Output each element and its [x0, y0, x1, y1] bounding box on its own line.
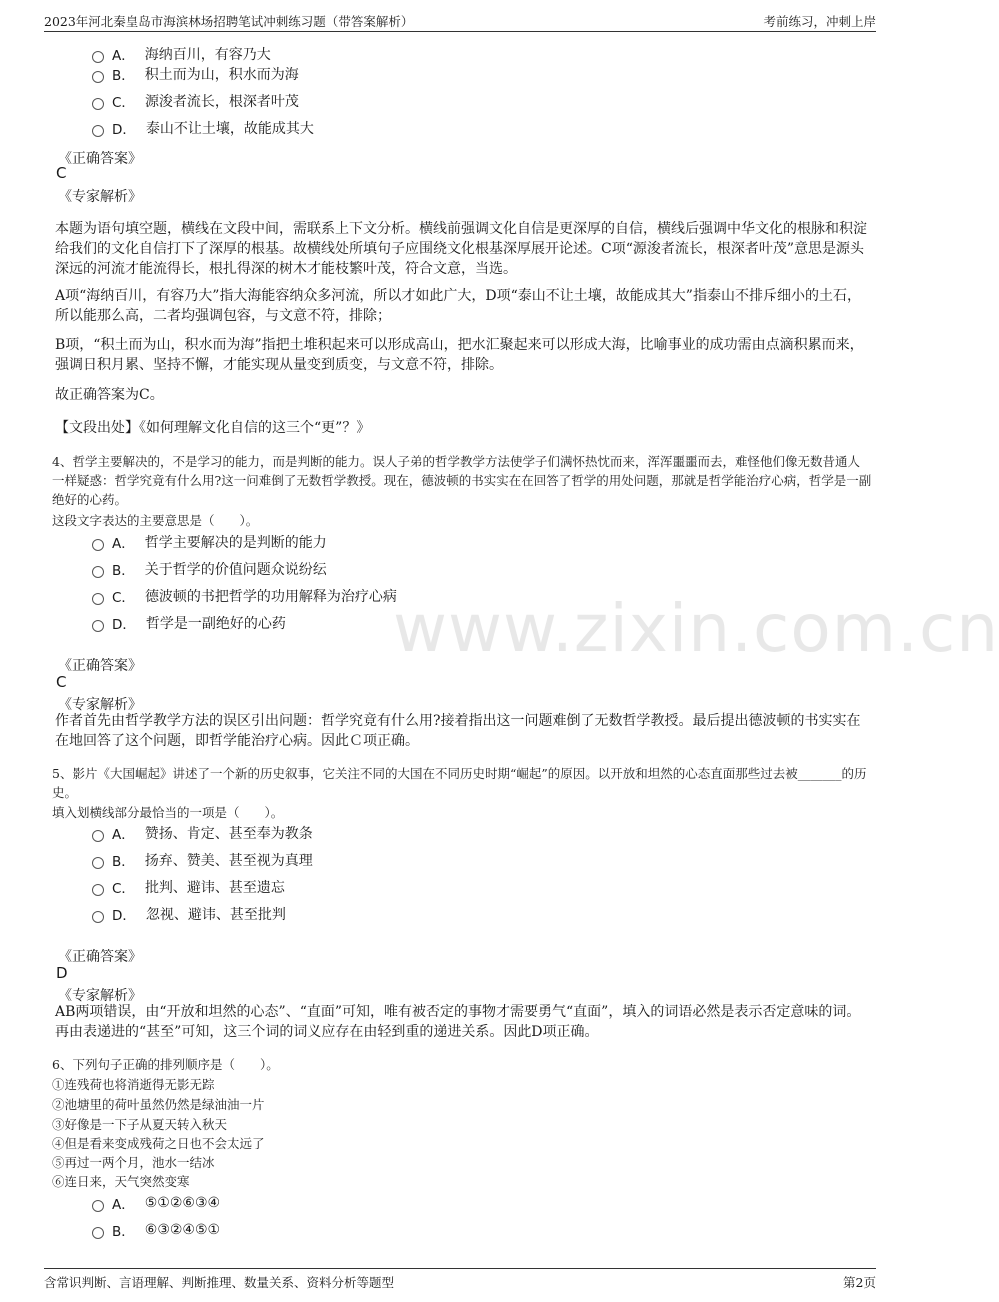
radio-icon[interactable] — [92, 51, 104, 63]
q4-option-c[interactable]: C． 德波顿的书把哲学的功用解释为治疗心病 — [92, 586, 397, 606]
q3-option-b[interactable]: B． 积土而为山，积水而为海 — [92, 64, 299, 84]
radio-icon[interactable] — [92, 566, 104, 578]
q5-question: 填入划横线部分最恰当的一项是（ ）。 — [52, 805, 284, 820]
q6-line-5: ⑤再过一两个月，池水一结冰 — [52, 1155, 215, 1170]
q3-answer-label: 《正确答案》 — [58, 151, 142, 167]
watermark: www.zixin.com.cn — [393, 590, 999, 667]
q6-line-2: ②池塘里的荷叶虽然仍然是绿油油一片 — [52, 1097, 265, 1112]
q5-analysis-label: 《专家解析》 — [58, 988, 142, 1004]
radio-icon[interactable] — [92, 830, 104, 842]
radio-icon[interactable] — [92, 884, 104, 896]
radio-icon[interactable] — [92, 593, 104, 605]
radio-icon[interactable] — [92, 911, 104, 923]
radio-icon[interactable] — [92, 539, 104, 551]
footer-note: 含常识判断、言语理解、判断推理、数量关系、资料分析等题型 — [44, 1275, 395, 1290]
header-slogan: 考前练习，冲刺上岸 — [763, 14, 876, 29]
q3-source: 【文段出处】《如何理解文化自信的这三个“更”？》 — [55, 420, 371, 436]
q5-option-c[interactable]: C． 批判、避讳、甚至遗忘 — [92, 877, 285, 897]
q3-answer: C — [56, 164, 67, 182]
page-footer — [44, 1268, 876, 1298]
radio-icon[interactable] — [92, 857, 104, 869]
q6-option-b[interactable]: B． ⑥③②④⑤① — [92, 1220, 220, 1240]
q4-answer: C — [56, 673, 67, 691]
q6-line-1: ①连残荷也将消逝得无影无踪 — [52, 1077, 215, 1092]
q4-analysis: 作者首先由哲学教学方法的误区引出问题：哲学究竟有什么用?接着指出这一问题难倒了无数哲学教授。最后提出德波顿的书实实在在地回答了这个问题，即哲学能治疗心病。因此Ｃ项正确。 — [55, 713, 861, 749]
document-title: 2023年河北秦皇岛市海滨林场招聘笔试冲刺练习题（带答案解析） — [44, 14, 414, 29]
q3-analysis-paragraph-2: A项“海纳百川，有容乃大”指大海能容纳众多河流，所以才如此广大，D项“泰山不让土壤，故能成其大”指泰山不排斥细小的土石，所以能那么高，二者均强调包容，与文意不符，排除； — [55, 288, 861, 324]
q3-option-d[interactable]: D． 泰山不让土壤，故能成其大 — [92, 118, 314, 138]
q4-option-d[interactable]: D． 哲学是一副绝好的心药 — [92, 613, 286, 633]
radio-icon[interactable] — [92, 1227, 104, 1239]
q3-analysis-paragraph-1: 本题为语句填空题，横线在文段中间，需联系上下文分析。横线前强调文化自信是更深厚的自信，横线后强调中华文化的根脉和积淀给我们的文化自信打下了深厚的根基。故横线处所填句子应围绕文化根基深厚展开论述。C项“源浚者流长，根深者叶茂”意思是源头深远的河流才能流得长，根扎得深的树木才能枝繁叶茂，符合文意，当选。 — [55, 221, 867, 277]
q4-answer-label: 《正确答案》 — [58, 658, 142, 674]
radio-icon[interactable] — [92, 125, 104, 137]
q5-option-a[interactable]: A． 赞扬、肯定、甚至奉为教条 — [92, 823, 313, 843]
q3-conclusion: 故正确答案为C。 — [55, 387, 164, 403]
radio-icon[interactable] — [92, 71, 104, 83]
radio-icon[interactable] — [92, 620, 104, 632]
q5-stem: 5、影片《大国崛起》讲述了一个新的历史叙事，它关注不同的大国在不同历史时期“崛起”的原因。以开放和坦然的心态直面那些过去被_______的历史。 — [52, 766, 867, 800]
q6-line-6: ⑥连日来，天气突然变寒 — [52, 1174, 190, 1189]
q4-option-b[interactable]: B． 关于哲学的价值问题众说纷纭 — [92, 559, 327, 579]
q3-option-a[interactable]: A． 海纳百川，有容乃大 — [92, 44, 271, 64]
radio-icon[interactable] — [92, 1200, 104, 1212]
q6-stem: 6、下列句子正确的排列顺序是（ ）。 — [52, 1057, 279, 1072]
q3-analysis-paragraph-3: B项，“积土而为山，积水而为海”指把土堆积起来可以形成高山，把水汇聚起来可以形成大海，比喻事业的成功需由点滴积累而来，强调日积月累、坚持不懈，才能实现从量变到质变，与文意不符，排除。 — [55, 337, 864, 373]
page-header — [44, 8, 876, 32]
q6-line-4: ④但是看来变成残荷之日也不会太远了 — [52, 1136, 265, 1151]
page-number: 第2页 — [843, 1275, 876, 1290]
radio-icon[interactable] — [92, 98, 104, 110]
q3-analysis-label: 《专家解析》 — [58, 189, 142, 205]
q5-option-d[interactable]: D． 忽视、避讳、甚至批判 — [92, 904, 286, 924]
q4-option-a[interactable]: A． 哲学主要解决的是判断的能力 — [92, 532, 327, 552]
q5-answer-label: 《正确答案》 — [58, 949, 142, 965]
q5-analysis: AB两项错误，由“开放和坦然的心态”、“直面”可知，唯有被否定的事物才需要勇气“直面”，填入的词语必然是表示否定意味的词。再由表递进的“甚至”可知，这三个词的词义应存在由轻到重的递进关系。因此D项正确。 — [55, 1004, 861, 1040]
q5-answer: D — [56, 964, 68, 982]
q5-option-b[interactable]: B． 扬弃、赞美、甚至视为真理 — [92, 850, 313, 870]
q6-option-a[interactable]: A． ⑤①②⑥③④ — [92, 1193, 220, 1213]
q6-line-3: ③好像是一下子从夏天转入秋天 — [52, 1117, 228, 1132]
q4-question: 这段文字表达的主要意思是（ ）。 — [52, 513, 259, 528]
q4-stem: 4、哲学主要解决的，不是学习的能力，而是判断的能力。误人子弟的哲学教学方法使学子们满怀热忱而来，浑浑噩噩而去，难怪他们像无数昔通人一样疑惑：哲学究竟有什么用?这一问难倒了无数哲学教授。现在，德波顿的书实实在在回答了哲学的用处问题，那就是哲学能治疗心病，哲学是一副绝好的心药。 — [52, 454, 872, 507]
q4-analysis-label: 《专家解析》 — [58, 697, 142, 713]
q3-option-c[interactable]: C． 源浚者流长，根深者叶茂 — [92, 91, 299, 111]
